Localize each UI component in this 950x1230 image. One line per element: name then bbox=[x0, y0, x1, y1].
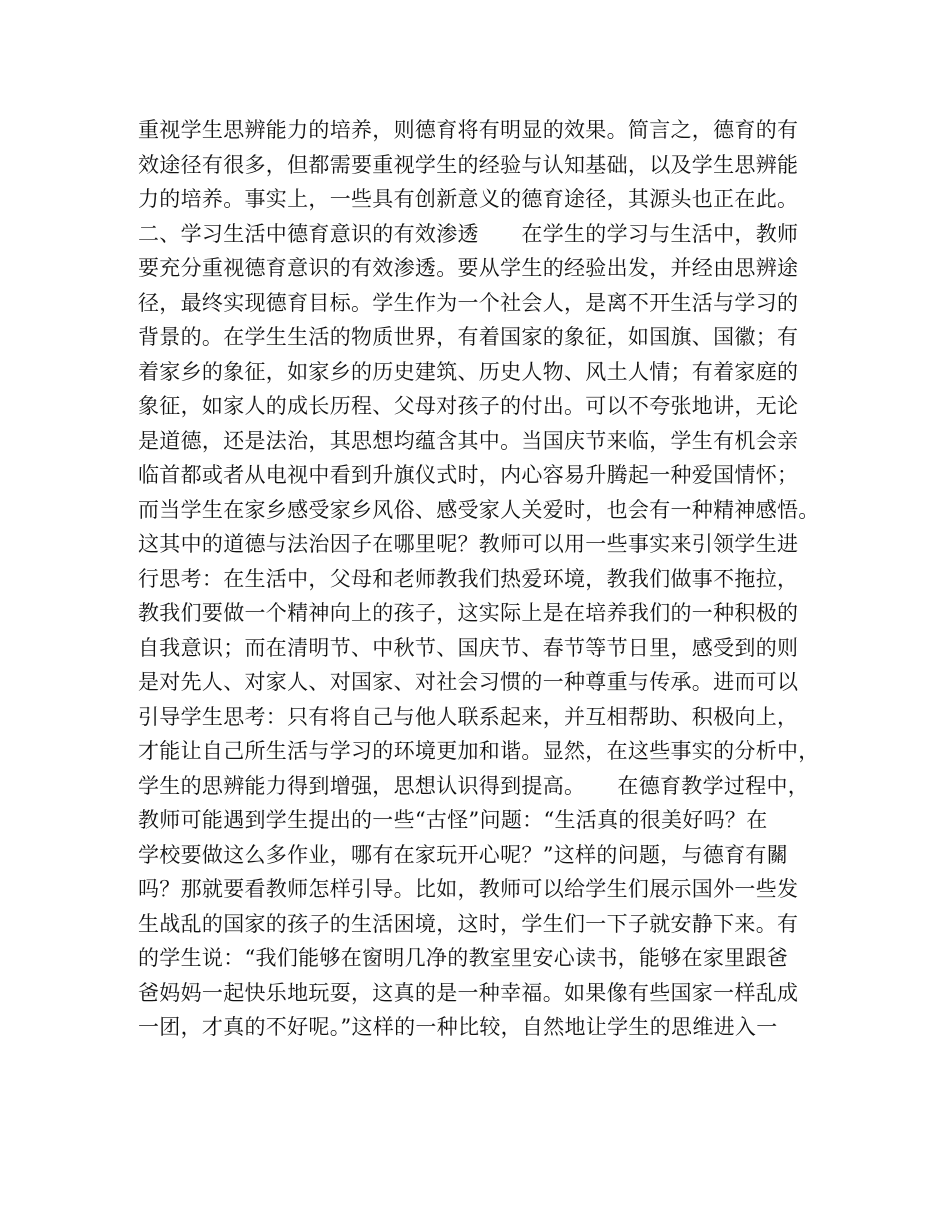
text-line: 效途径有很多，但都需要重视学生的经验与认知基础，以及学生思辨能 bbox=[138, 152, 799, 177]
text-line: 爸妈妈一起快乐地玩耍，这真的是一种幸福。如果像有些国家一样乱成 bbox=[138, 980, 799, 1005]
text-line: 力的培养。事实上，一些具有创新意义的德育途径，其源头也正在此。 bbox=[138, 187, 799, 211]
text-line: 才能让自己所生活与学习的环境更加和谐。显然，在这些事实的分析中， bbox=[138, 739, 820, 763]
text-line: 临首都或者从电视中看到升旗仪式时，内心容易升腾起一种爱国情怀； bbox=[138, 463, 799, 487]
text-line: 着家乡的象征，如家乡的历史建筑、历史人物、风土人情；有着家庭的 bbox=[138, 359, 799, 384]
text-line: 重视学生思辨能力的培养，则德育将有明显的效果。简言之，德育的有 bbox=[138, 118, 799, 142]
text-line: 的学生说：“我们能够在窗明几净的教室里安心读书，能够在家里跟爸 bbox=[138, 946, 789, 970]
text-line: 是道德，还是法治，其思想均蕴含其中。当国庆节来临，学生有机会亲 bbox=[138, 428, 799, 453]
text-line: 背景的。在学生生活的物质世界，有着国家的象征，如国旗、国徽；有 bbox=[138, 325, 799, 349]
text-line: 一团，才真的不好呢。”这样的一种比较，自然地让学生的思维进入一 bbox=[138, 1015, 778, 1039]
text-line: 是对先人、对家人、对国家、对社会习惯的一种尊重与传承。进而可以 bbox=[138, 670, 799, 694]
text-line: 象征，如家人的成长历程、父母对孩子的付出。可以不夸张地讲，无论 bbox=[138, 394, 799, 418]
text-line: 行思考：在生活中，父母和老师教我们热爱环境，教我们做事不拖拉， bbox=[138, 566, 799, 591]
text-line: 这其中的道德与法治因子在哪里呢？教师可以用一些事实来引领学生进 bbox=[138, 532, 799, 556]
text-line: 径，最终实现德育目标。学生作为一个社会人，是离不开生活与学习的 bbox=[138, 290, 799, 315]
text-line: 自我意识；而在清明节、中秋节、国庆节、春节等节日里，感受到的则 bbox=[138, 635, 799, 660]
text-line: 引导学生思考：只有将自己与他人联系起来，并互相帮助、积极向上， bbox=[138, 704, 799, 729]
text-line: 二、学习生活中德育意识的有效渗透 在学生的学习与生活中，教师 bbox=[138, 221, 799, 246]
text-line: 而当学生在家乡感受家乡风俗、感受家人关爱时，也会有一种精神感悟。 bbox=[138, 497, 820, 522]
text-line: 学生的思辨能力得到增强，思想认识得到提高。 在德育教学过程中， bbox=[138, 773, 810, 798]
text-line: 教师可能遇到学生提出的一些“古怪”问题：“生活真的很美好吗？在 bbox=[138, 808, 768, 832]
text-line: 教我们要做一个精神向上的孩子，这实际上是在培养我们的一种积极的 bbox=[138, 601, 799, 625]
text-line: 吗？那就要看教师怎样引导。比如，教师可以给学生们展示国外一些发 bbox=[138, 877, 799, 901]
text-line: 生战乱的国家的孩子的生活困境，这时，学生们一下子就安静下来。有 bbox=[138, 911, 799, 936]
text-line: 要充分重视德育意识的有效渗透。要从学生的经验出发，并经由思辨途 bbox=[138, 256, 799, 280]
text-line: 学校要做这么多作业，哪有在家玩开心呢？”这样的问题，与德育有關 bbox=[138, 842, 789, 867]
body-text bbox=[138, 113, 838, 1045]
